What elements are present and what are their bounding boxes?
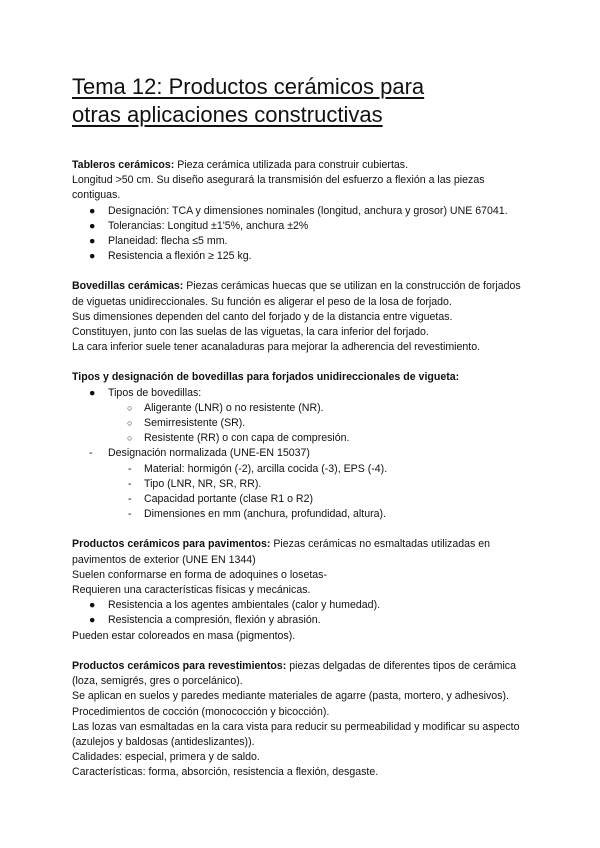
dash-bullet-icon: - [89,447,93,460]
tableros-heading: Tableros cerámicos: [72,159,175,171]
bovedillas-paragraph [72,279,532,309]
pavimentos-heading: Productos cerámicos para pavimentos: [72,538,271,551]
list-item: ● Planeidad: flecha ≤5 mm. [72,234,532,249]
list-item: ● Resistencia a flexión ≥ 125 kg. [72,249,532,264]
page-title [72,73,532,129]
circle-bullet-icon: ○ [127,418,133,429]
tableros-text-1: Pieza cerámica utilizada para construir cubiertas. [174,159,409,171]
list-item: ● Designación: TCA y dimensiones nominales (longitud, anchura y grosor) UNE 67041. [72,204,532,219]
list-item: ● Resistencia a compresión, flexión y abrasión. [72,613,532,628]
tipos-heading: Tipos y designación de bovedillas para forjados unidireccionales de vigueta: [72,371,460,384]
title-line-2: otras aplicaciones constructivas [72,102,383,127]
dash-bullet-icon: - [128,462,132,475]
list-item: ● Resistencia a los agentes ambientales (calor y humedad). [72,598,532,613]
list-item: - Capacidad portante (clase R1 o R2) [72,492,532,507]
tableros-paragraph [72,158,532,173]
bullet-icon: ● [89,386,96,399]
section-pavimentos [72,537,532,643]
bovedillas-text-4: La cara inferior suele tener acanaladuras para mejorar la adherencia del revestimiento. [72,341,481,354]
bullet-icon: ● [89,250,96,263]
tableros-text-2: Longitud >50 cm. Su diseño asegurará la transmisión del esfuerzo a flexión a las piezas contiguas. [72,174,485,202]
list-item: - Material: hormigón (-2), arcilla cocida (-3), EPS (-4). [72,462,532,477]
section-bovedillas [72,279,532,355]
list-item: - Tipo (LNR, NR, SR, RR). [72,477,532,492]
bovedillas-text-3: Constituyen, junto con las suelas de las viguetas, la cara inferior del forjado. [72,326,429,339]
tipos-list [72,386,532,523]
circle-bullet-icon: ○ [127,402,133,413]
pavimentos-text-4: Pueden estar coloreados en masa (pigmentos). [72,629,296,642]
revestimientos-text-5: Características: forma, absorción, resistencia a flexión, desgaste. [72,766,379,779]
list-item: - Dimensiones en mm (anchura, profundidad, altura). [72,507,532,522]
revestimientos-text-4: Calidades: especial, primera y de saldo. [72,751,260,764]
document-page [72,73,532,796]
section-revestimientos [72,659,532,781]
list-item: ○ Semirresistente (SR). [72,416,532,431]
tableros-bullet-list [72,204,532,265]
pavimentos-text-2: Suelen conformarse en forma de adoquines o losetas- [72,568,327,581]
circle-bullet-icon: ○ [127,433,133,444]
section-tipos [72,370,532,522]
pavimentos-paragraph [72,537,532,567]
bullet-icon: ● [89,599,96,612]
list-item: ○ Aligerante (LNR) o no resistente (NR). [72,401,532,416]
revestimientos-text-2: Se aplican en suelos y paredes mediante materiales de agarre (pasta, mortero, y adhesivos). Procedimientos de cocción (monococción y bicocción). [72,690,509,718]
bullet-icon: ● [89,235,96,248]
dash-bullet-icon: - [128,477,132,490]
list-item: - Designación normalizada (UNE-EN 15037) [72,446,532,461]
revestimientos-paragraph [72,659,532,689]
section-tableros [72,158,532,264]
bullet-icon: ● [89,204,96,217]
revestimientos-heading: Productos cerámicos para revestimientos: [72,659,287,672]
pavimentos-bullet-list [72,598,532,628]
dash-bullet-icon: - [128,493,132,506]
pavimentos-text-1: Piezas cerámicas no esmaltadas utilizadas en pavimentos de exterior (UNE EN 1344) [72,538,491,566]
bovedillas-text-2: Sus dimensiones dependen del canto del forjado y de la distancia entre viguetas. [72,310,453,323]
revestimientos-text-3: Las lozas van esmaltadas en la cara vista para reducir su permeabilidad y modificar su aspecto (azulejos y baldosas (antideslizantes)). [72,720,520,748]
pavimentos-text-3: Requieren una características físicas y mecánicas. [72,584,311,597]
bovedillas-heading: Bovedillas cerámicas: [72,280,184,293]
bullet-icon: ● [89,614,96,627]
bovedillas-text-1: Piezas cerámicas huecas que se utilizan en la construcción de forjados de viguetas unidireccionales. Su función es aligerar el peso de la losa de forjado. [72,280,521,308]
title-line-1: Tema 12: Productos cerámicos para [72,74,425,99]
bullet-icon: ● [89,219,96,232]
dash-bullet-icon: - [128,508,132,521]
list-item: ● Tipos de bovedillas: [72,386,532,401]
list-item: ● Tolerancias: Longitud ±1'5%, anchura ±2% [72,219,532,234]
list-item: ○ Resistente (RR) o con capa de compresión. [72,431,532,446]
revestimientos-text-1: piezas delgadas de diferentes tipos de cerámica (loza, semigrés, gres o porcelánico). [72,659,516,688]
